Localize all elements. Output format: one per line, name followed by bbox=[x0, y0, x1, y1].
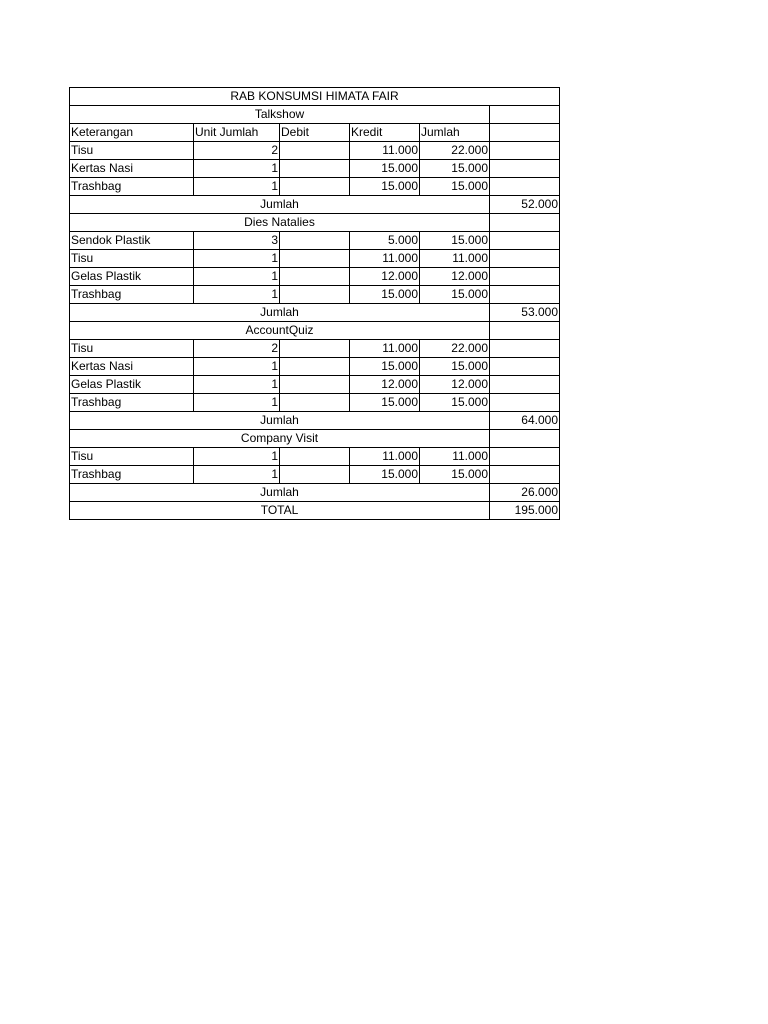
item-jumlah: 15.000 bbox=[420, 232, 490, 250]
section-header-row bbox=[70, 214, 560, 232]
item-keterangan: Gelas Plastik bbox=[70, 268, 194, 286]
item-keterangan: Tisu bbox=[70, 142, 194, 160]
title-row bbox=[70, 88, 560, 106]
item-kredit: 11.000 bbox=[350, 250, 420, 268]
subtotal-label: Jumlah bbox=[70, 484, 490, 502]
item-unit: 1 bbox=[194, 466, 280, 484]
subtotal-label: Jumlah bbox=[70, 304, 490, 322]
item-jumlah: 12.000 bbox=[420, 268, 490, 286]
item-jumlah: 15.000 bbox=[420, 286, 490, 304]
header-keterangan: Keterangan bbox=[70, 124, 194, 142]
item-unit: 1 bbox=[194, 448, 280, 466]
section-title: Company Visit bbox=[70, 430, 490, 448]
empty-cell bbox=[490, 106, 560, 124]
table-row bbox=[70, 268, 560, 286]
header-jumlah: Jumlah bbox=[420, 124, 490, 142]
empty-cell bbox=[490, 214, 560, 232]
empty-cell bbox=[490, 142, 560, 160]
header-kredit: Kredit bbox=[350, 124, 420, 142]
table-row bbox=[70, 286, 560, 304]
item-unit: 2 bbox=[194, 142, 280, 160]
item-kredit: 15.000 bbox=[350, 466, 420, 484]
item-debit bbox=[280, 448, 350, 466]
section-header-row bbox=[70, 322, 560, 340]
header-debit: Debit bbox=[280, 124, 350, 142]
empty-cell bbox=[490, 232, 560, 250]
item-kredit: 15.000 bbox=[350, 286, 420, 304]
section-title: Talkshow bbox=[70, 106, 490, 124]
item-jumlah: 15.000 bbox=[420, 394, 490, 412]
subtotal-value: 64.000 bbox=[490, 412, 560, 430]
item-kredit: 15.000 bbox=[350, 178, 420, 196]
item-unit: 1 bbox=[194, 376, 280, 394]
section-header-row bbox=[70, 430, 560, 448]
item-debit bbox=[280, 340, 350, 358]
empty-cell bbox=[490, 376, 560, 394]
table-row bbox=[70, 358, 560, 376]
table-row bbox=[70, 466, 560, 484]
item-jumlah: 15.000 bbox=[420, 358, 490, 376]
item-debit bbox=[280, 394, 350, 412]
item-unit: 3 bbox=[194, 232, 280, 250]
empty-cell bbox=[490, 394, 560, 412]
subtotal-row bbox=[70, 304, 560, 322]
item-keterangan: Tisu bbox=[70, 448, 194, 466]
table-row bbox=[70, 178, 560, 196]
item-keterangan: Trashbag bbox=[70, 178, 194, 196]
item-unit: 1 bbox=[194, 250, 280, 268]
item-kredit: 12.000 bbox=[350, 268, 420, 286]
subtotal-value: 26.000 bbox=[490, 484, 560, 502]
empty-cell bbox=[490, 160, 560, 178]
subtotal-row bbox=[70, 484, 560, 502]
subtotal-value: 52.000 bbox=[490, 196, 560, 214]
item-unit: 1 bbox=[194, 286, 280, 304]
empty-cell bbox=[490, 178, 560, 196]
item-keterangan: Trashbag bbox=[70, 394, 194, 412]
item-kredit: 11.000 bbox=[350, 448, 420, 466]
item-unit: 1 bbox=[194, 394, 280, 412]
empty-cell bbox=[490, 340, 560, 358]
item-jumlah: 12.000 bbox=[420, 376, 490, 394]
item-debit bbox=[280, 286, 350, 304]
item-keterangan: Trashbag bbox=[70, 466, 194, 484]
item-unit: 1 bbox=[194, 358, 280, 376]
item-unit: 1 bbox=[194, 268, 280, 286]
item-kredit: 5.000 bbox=[350, 232, 420, 250]
item-unit: 1 bbox=[194, 160, 280, 178]
item-jumlah: 11.000 bbox=[420, 448, 490, 466]
table-row bbox=[70, 250, 560, 268]
item-debit bbox=[280, 358, 350, 376]
item-keterangan: Tisu bbox=[70, 250, 194, 268]
budget-table bbox=[69, 87, 560, 520]
item-jumlah: 15.000 bbox=[420, 178, 490, 196]
item-keterangan: Sendok Plastik bbox=[70, 232, 194, 250]
item-debit bbox=[280, 178, 350, 196]
table-row bbox=[70, 160, 560, 178]
total-value: 195.000 bbox=[490, 502, 560, 520]
item-jumlah: 15.000 bbox=[420, 160, 490, 178]
item-debit bbox=[280, 466, 350, 484]
table-row bbox=[70, 232, 560, 250]
item-debit bbox=[280, 250, 350, 268]
item-debit bbox=[280, 268, 350, 286]
total-label: TOTAL bbox=[70, 502, 490, 520]
empty-cell bbox=[490, 250, 560, 268]
table-row bbox=[70, 142, 560, 160]
item-jumlah: 15.000 bbox=[420, 466, 490, 484]
section-title: AccountQuiz bbox=[70, 322, 490, 340]
table-row bbox=[70, 376, 560, 394]
empty-cell bbox=[490, 286, 560, 304]
item-kredit: 15.000 bbox=[350, 160, 420, 178]
item-keterangan: Trashbag bbox=[70, 286, 194, 304]
section-header-row bbox=[70, 106, 560, 124]
item-jumlah: 11.000 bbox=[420, 250, 490, 268]
item-keterangan: Tisu bbox=[70, 340, 194, 358]
budget-table-body bbox=[70, 88, 560, 520]
item-debit bbox=[280, 142, 350, 160]
table-row bbox=[70, 394, 560, 412]
item-jumlah: 22.000 bbox=[420, 340, 490, 358]
item-debit bbox=[280, 376, 350, 394]
item-kredit: 12.000 bbox=[350, 376, 420, 394]
item-kredit: 11.000 bbox=[350, 142, 420, 160]
empty-cell bbox=[490, 124, 560, 142]
subtotal-label: Jumlah bbox=[70, 412, 490, 430]
item-keterangan: Kertas Nasi bbox=[70, 358, 194, 376]
header-unit-jumlah: Unit Jumlah bbox=[194, 124, 280, 142]
item-debit bbox=[280, 160, 350, 178]
item-debit bbox=[280, 232, 350, 250]
table-title: RAB KONSUMSI HIMATA FAIR bbox=[70, 88, 560, 106]
item-kredit: 11.000 bbox=[350, 340, 420, 358]
item-kredit: 15.000 bbox=[350, 358, 420, 376]
subtotal-value: 53.000 bbox=[490, 304, 560, 322]
subtotal-row bbox=[70, 412, 560, 430]
table-row bbox=[70, 340, 560, 358]
item-keterangan: Gelas Plastik bbox=[70, 376, 194, 394]
item-keterangan: Kertas Nasi bbox=[70, 160, 194, 178]
item-unit: 1 bbox=[194, 178, 280, 196]
table-row bbox=[70, 448, 560, 466]
empty-cell bbox=[490, 448, 560, 466]
section-title: Dies Natalies bbox=[70, 214, 490, 232]
empty-cell bbox=[490, 322, 560, 340]
column-header-row bbox=[70, 124, 560, 142]
empty-cell bbox=[490, 268, 560, 286]
empty-cell bbox=[490, 430, 560, 448]
item-jumlah: 22.000 bbox=[420, 142, 490, 160]
item-kredit: 15.000 bbox=[350, 394, 420, 412]
empty-cell bbox=[490, 466, 560, 484]
total-row bbox=[70, 502, 560, 520]
item-unit: 2 bbox=[194, 340, 280, 358]
subtotal-label: Jumlah bbox=[70, 196, 490, 214]
empty-cell bbox=[490, 358, 560, 376]
subtotal-row bbox=[70, 196, 560, 214]
